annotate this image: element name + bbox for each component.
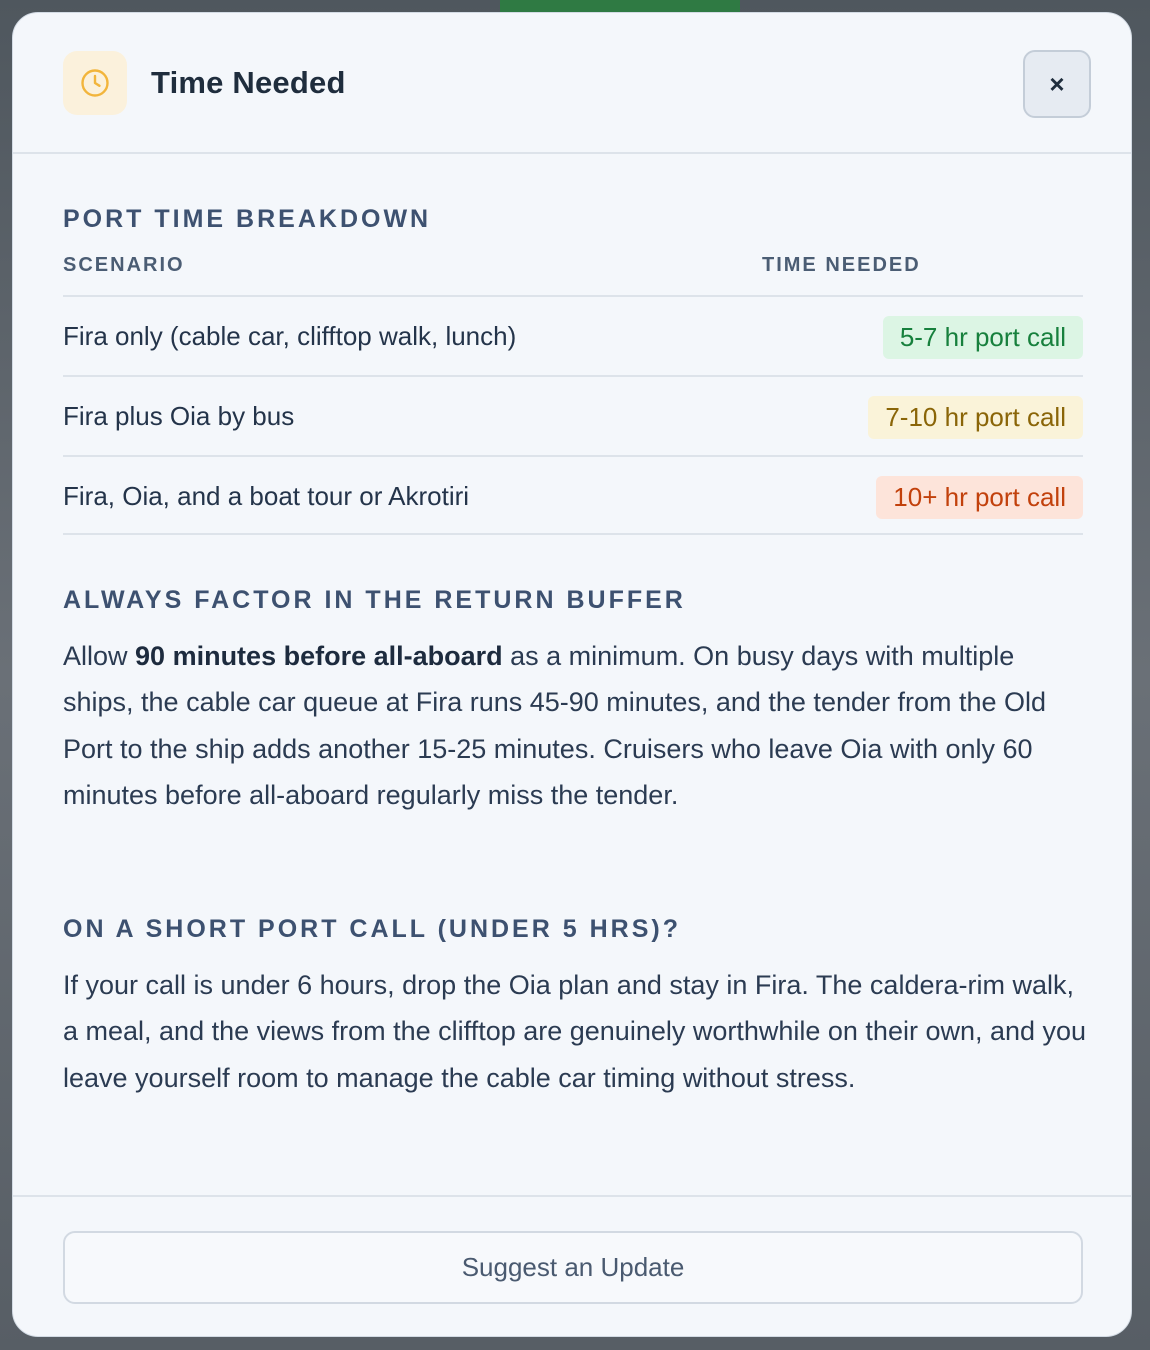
time-needed-modal: [12, 12, 1132, 1337]
time-badge: 5-7 hr port call: [883, 316, 1083, 359]
modal-footer: [13, 1195, 1131, 1337]
table-row: [63, 455, 1083, 535]
buffer-text-emphasis: 90 minutes before all-aboard: [135, 641, 503, 671]
breakdown-heading: PORT TIME BREAKDOWN: [63, 205, 432, 233]
time-badge: 10+ hr port call: [876, 476, 1083, 519]
scenario-label: Fira, Oia, and a boat tour or Akrotiri: [63, 481, 470, 511]
modal-title: Time Needed: [151, 65, 346, 100]
table-row: [63, 375, 1083, 455]
buffer-text-start: Allow: [63, 641, 136, 671]
close-button[interactable]: [1023, 50, 1091, 118]
table-row: [63, 295, 1083, 375]
buffer-text-rest: as a minimum. On busy days with multiple ships, the cable car queue at Fira runs 45-90 minutes, and the tender from the Old Port to the ship adds another 15-25 minutes. Cruisers who leave Oia with only 60 minutes before all-aboard regularly miss the tender.: [63, 641, 1047, 811]
close-icon: ×: [1049, 68, 1065, 99]
modal-header: [13, 13, 1131, 154]
suggest-update-button[interactable]: Suggest an Update: [63, 1231, 1083, 1304]
scenario-label: Fira plus Oia by bus: [63, 401, 295, 431]
column-header-time-needed: TIME NEEDED: [762, 254, 921, 276]
short-call-paragraph: If your call is under 6 hours, drop the Oia plan and stay in Fira. The caldera-rim walk, a meal, and the views from the clifftop are genuinely worthwhile on their own, and you leave yourself room to manage the cable car timing without stress.: [63, 970, 1087, 1093]
buffer-heading: ALWAYS FACTOR IN THE RETURN BUFFER: [63, 586, 686, 614]
scenario-label: Fira only (cable car, clifftop walk, lunch): [63, 321, 517, 351]
clock-icon: [63, 51, 127, 115]
column-header-scenario: SCENARIO: [63, 254, 185, 276]
short-call-heading: ON A SHORT PORT CALL (UNDER 5 HRS)?: [63, 915, 681, 943]
buffer-paragraph: [63, 633, 1088, 819]
time-badge: 7-10 hr port call: [868, 396, 1083, 439]
